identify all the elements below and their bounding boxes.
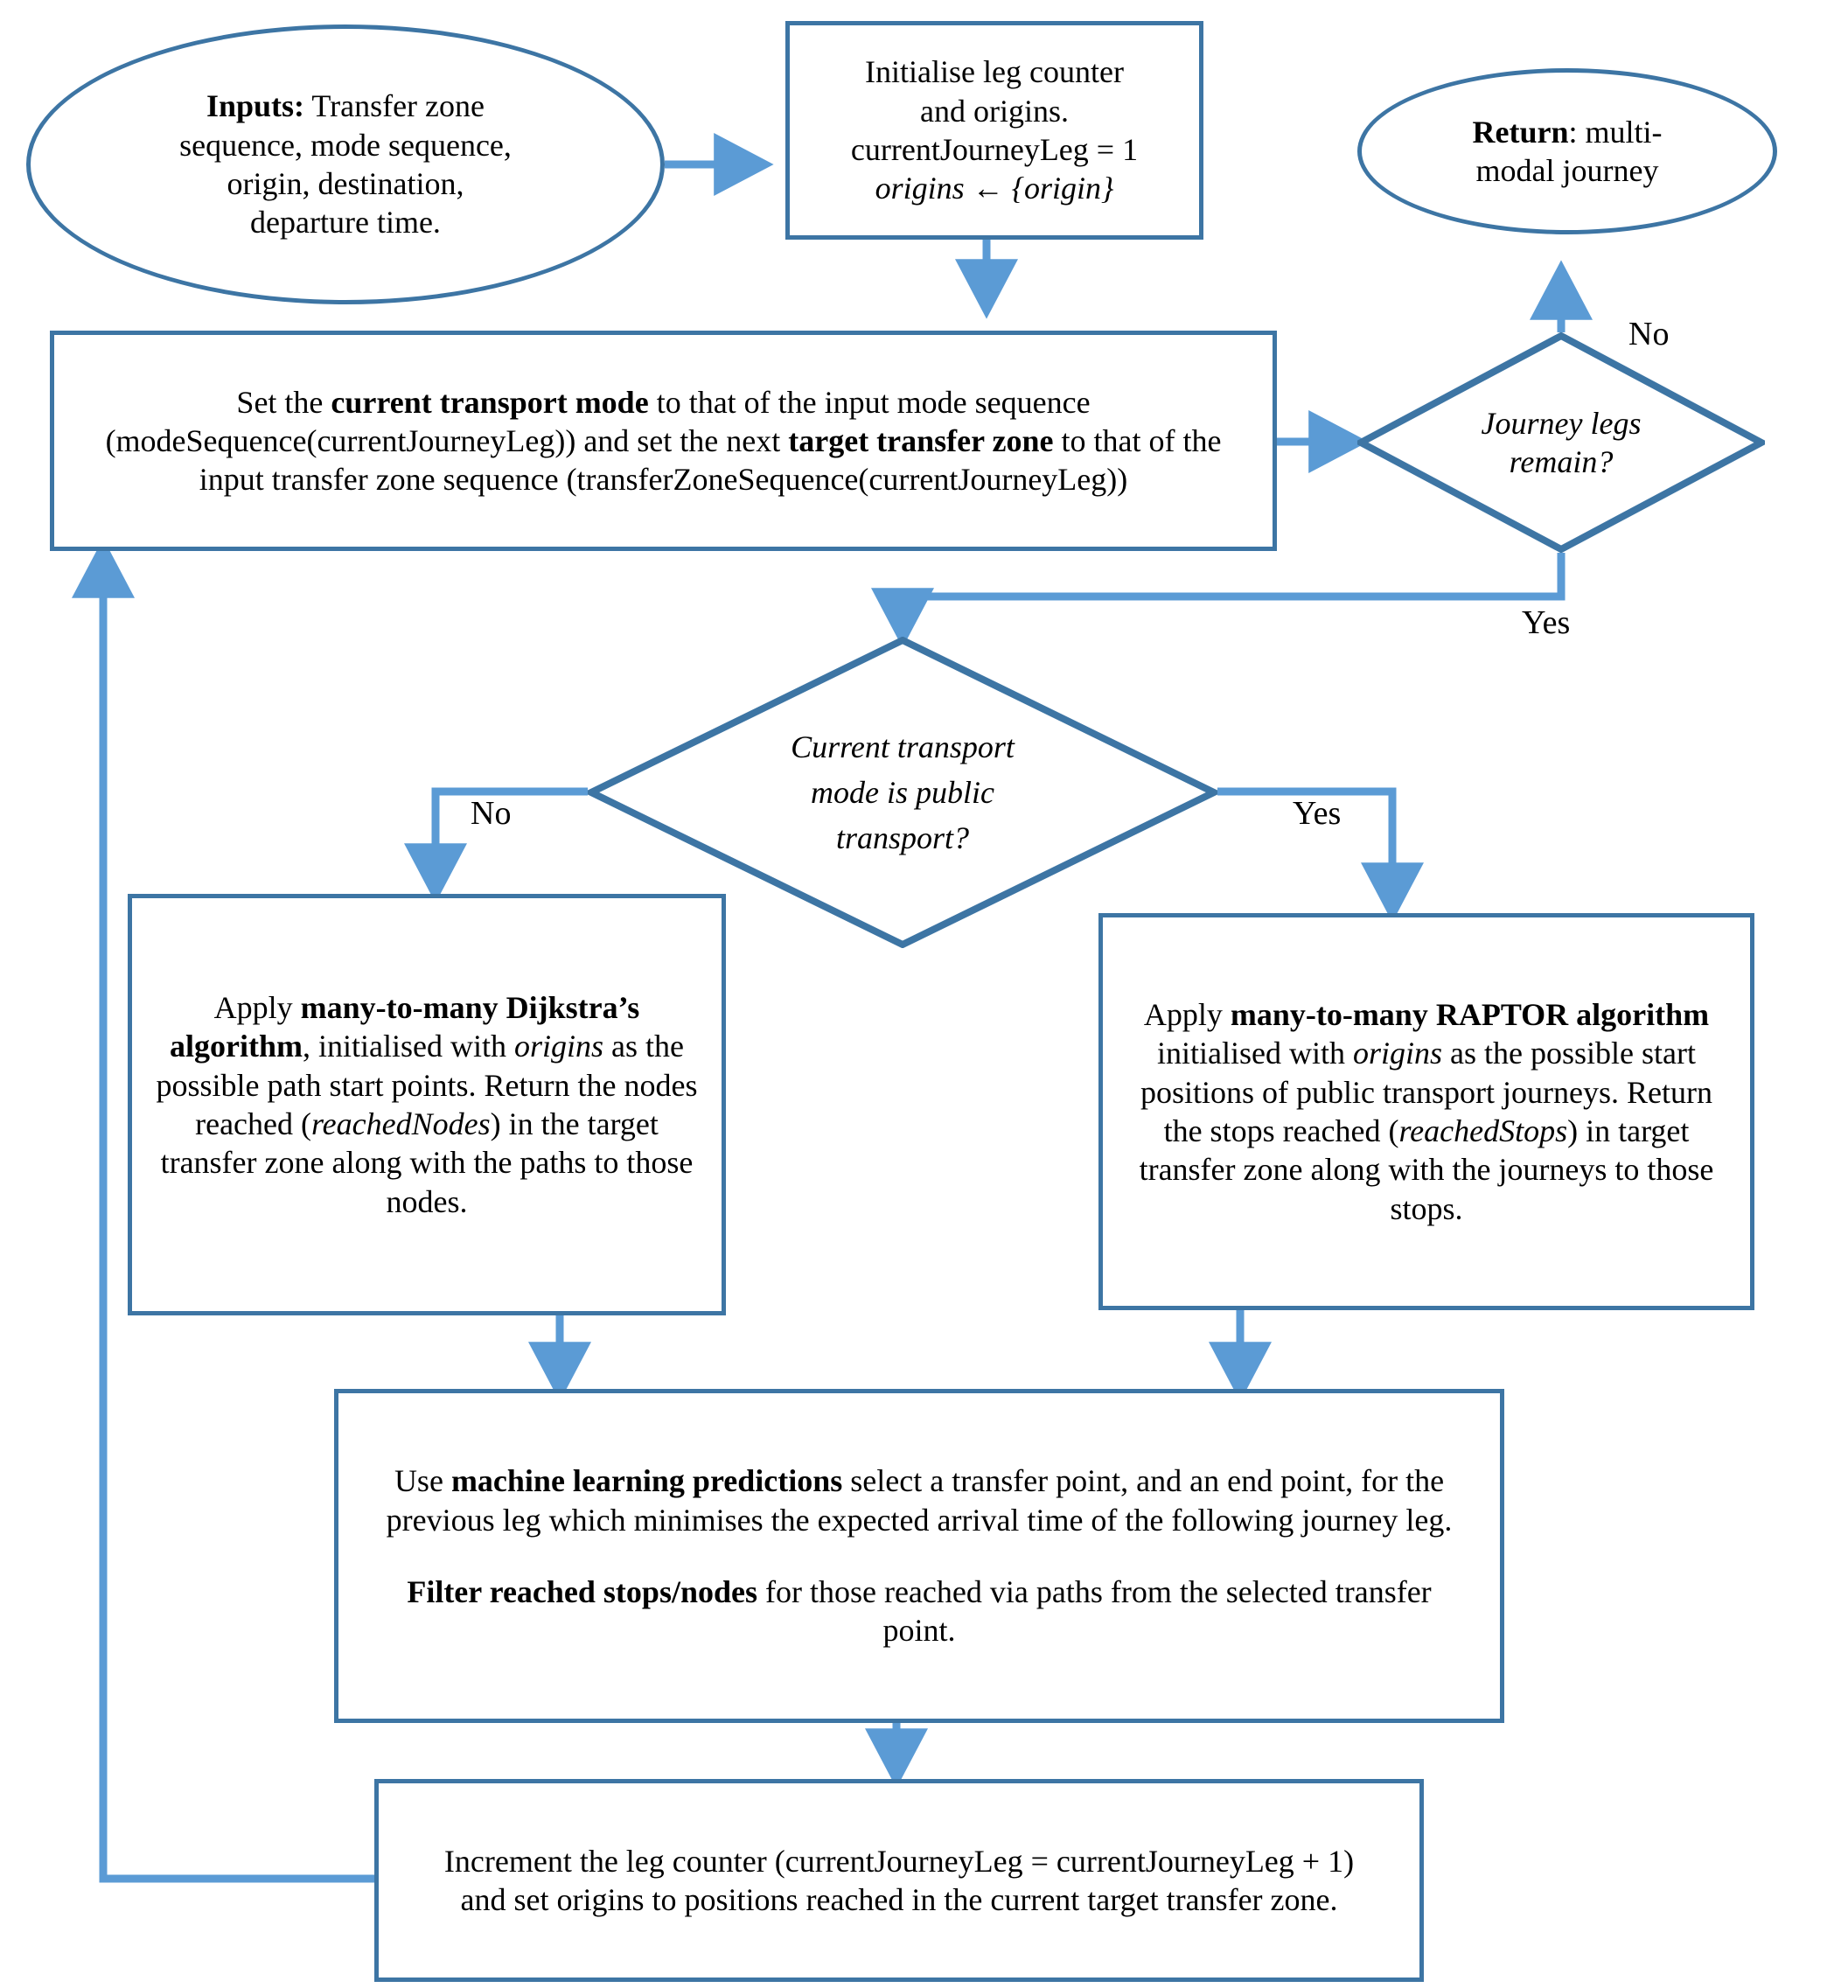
raptor-seg1: Apply — [1143, 997, 1231, 1033]
modedecision-line1: Current transport — [791, 729, 1015, 764]
initialise-line1: Initialise leg counter — [865, 54, 1124, 90]
node-set-transport-mode-text — [66, 383, 1262, 499]
setmode-seg4: target transfer zone — [788, 422, 1054, 458]
ml-p1-seg3: select a transfer point, and an end point, for the previous leg which minimises the expected arrival time of the following journey leg. — [386, 1463, 1453, 1538]
node-ml-predictions-text — [357, 1461, 1482, 1650]
edge-label-journey-legs-no: No — [1628, 316, 1670, 352]
initialise-line3: currentJourneyLeg = 1 — [850, 132, 1139, 167]
node-set-transport-mode — [50, 331, 1277, 551]
initialise-line4: origins ← {origin} — [875, 171, 1114, 206]
edge-journeylegs-yes-to-modedecision — [903, 553, 1561, 637]
edge-label-journey-legs-yes: Yes — [1522, 604, 1571, 641]
edge-modedecision-no-to-dijkstra — [436, 792, 588, 892]
node-journey-legs-decision — [1357, 332, 1765, 553]
dijkstra-seg7: ) in the target transfer zone along with the paths to those nodes. — [160, 1106, 694, 1219]
ml-p2-seg2: for those reached via paths from the selected transfer point. — [757, 1574, 1432, 1649]
return-line2: modal journey — [1475, 153, 1659, 188]
dijkstra-seg5: as the possible path start points. Return the nodes reached ( — [156, 1029, 698, 1141]
dijkstra-seg2: many-to-many Dijkstra’s algorithm — [170, 990, 640, 1064]
raptor-seg2: many-to-many RAPTOR algorithm — [1230, 997, 1710, 1033]
ml-paragraph-gap — [369, 1539, 1469, 1573]
inputs-label-bold: Inputs: — [206, 88, 305, 124]
return-label-bold: Return — [1472, 114, 1569, 150]
node-inputs — [26, 24, 665, 304]
node-mode-decision-text — [778, 724, 1027, 861]
ml-p1-seg2: machine learning predictions — [450, 1463, 843, 1499]
raptor-seg5: as the possible start positions of public transport journeys. Return the stops reached ( — [1140, 1036, 1712, 1148]
dijkstra-seg6: reachedNodes — [311, 1106, 491, 1141]
node-ml-predictions — [334, 1389, 1504, 1723]
node-increment-text: Increment the leg counter (currentJourneyLeg = currentJourneyLeg + 1) and set origins to positions reached in the current target transfer zone. — [443, 1843, 1355, 1917]
ml-p1-seg1: Use — [394, 1463, 451, 1499]
journeylegs-line2: remain? — [1509, 444, 1614, 479]
raptor-seg3: initialised with — [1157, 1036, 1353, 1071]
journeylegs-line1: Journey legs — [1481, 405, 1642, 441]
node-inputs-text — [167, 87, 524, 241]
setmode-seg3: to that of the input mode sequence (modeSequence(currentJourneyLeg)) and set the next — [105, 384, 1091, 458]
node-dijkstra-text — [135, 988, 719, 1221]
setmode-seg1: Set the — [236, 384, 331, 420]
dijkstra-seg3: , initialised with — [303, 1029, 514, 1064]
raptor-seg6: reachedStops — [1398, 1113, 1568, 1148]
node-journey-legs-text — [1469, 404, 1654, 482]
modedecision-line3: transport? — [835, 820, 970, 856]
setmode-seg5: to that of the input transfer zone sequence (transferZoneSequence(currentJourneyLeg)) — [199, 422, 1222, 498]
node-return-text — [1461, 113, 1675, 191]
node-dijkstra — [128, 894, 726, 1315]
node-initialise — [785, 21, 1203, 240]
inputs-label-rest: Transfer zone — [304, 88, 485, 124]
raptor-seg7: ) in target transfer zone along with the journeys to those stops. — [1139, 1113, 1714, 1226]
return-label-rest: : multi- — [1568, 114, 1663, 150]
initialise-line2: and origins. — [920, 93, 1069, 129]
node-return — [1357, 68, 1777, 234]
edge-label-mode-no: No — [471, 795, 512, 832]
dijkstra-seg1: Apply — [213, 990, 301, 1026]
inputs-line3: origin, destination, — [227, 166, 464, 201]
inputs-line4: departure time. — [250, 205, 441, 241]
modedecision-line2: mode is public — [811, 774, 994, 810]
dijkstra-seg4: origins — [513, 1029, 604, 1064]
node-increment-leg-counter — [374, 1779, 1424, 1982]
raptor-seg4: origins — [1353, 1036, 1443, 1071]
ml-p2-seg1: Filter reached stops/nodes — [407, 1574, 757, 1609]
setmode-seg2: current transport mode — [331, 384, 649, 420]
inputs-line2: sequence, mode sequence, — [179, 127, 512, 163]
node-raptor-text — [1105, 995, 1747, 1228]
node-raptor — [1098, 913, 1754, 1310]
node-initialise-text — [839, 52, 1150, 207]
edge-label-mode-yes: Yes — [1293, 795, 1342, 832]
